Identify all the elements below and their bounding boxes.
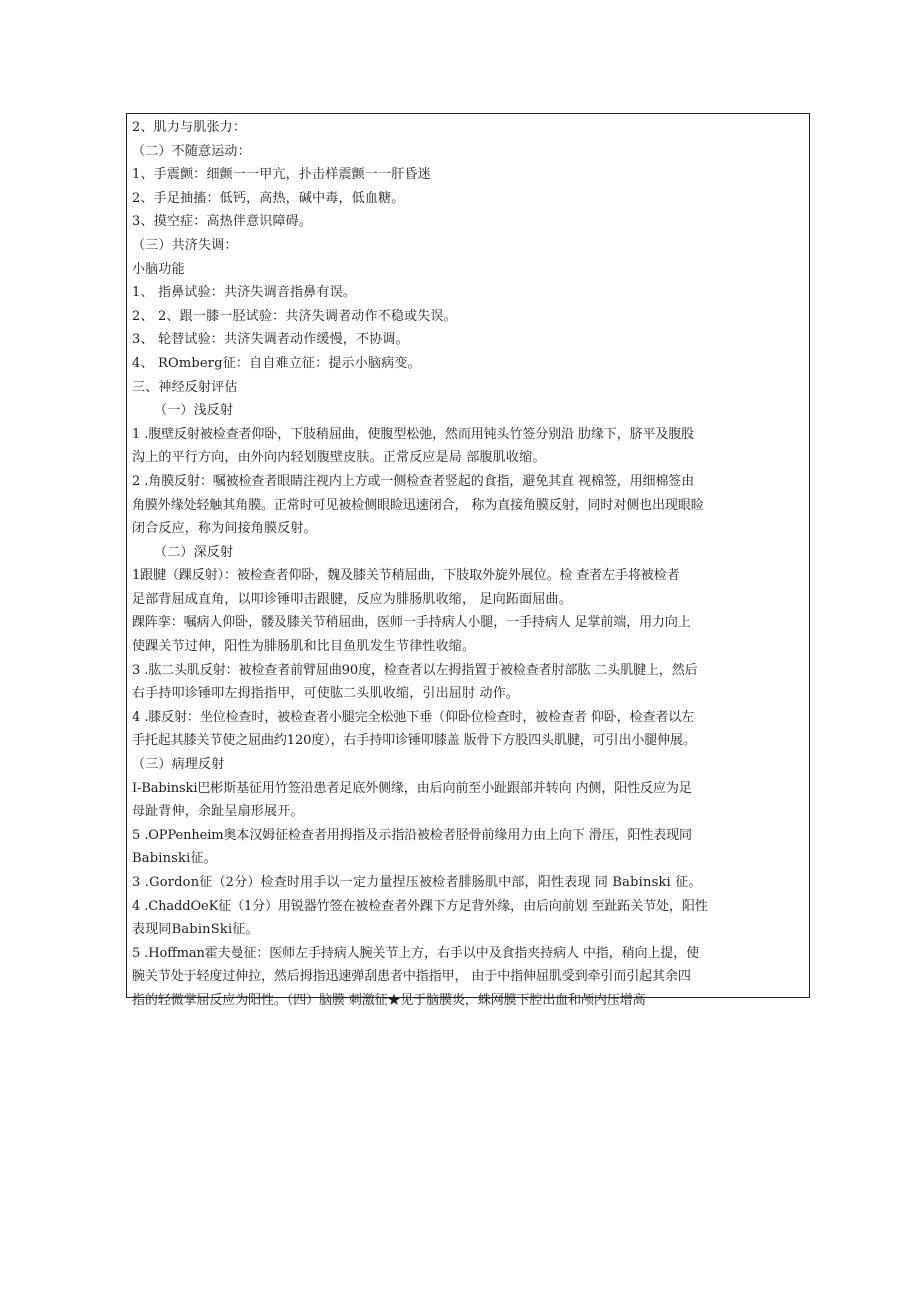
text-line: 1、手震颤：细颤一一甲亢，扑击样震颤一一肝昏迷 [132,167,431,183]
text-line: 沟上的平行方向，由外向内轻划腹壁皮肤。正常反应是局 部腹肌收缩。 [132,450,546,466]
text-line: 4 .膝反射：坐位检查时，被检查者小腿完全松弛下垂（仰卧位检查时，被检查者 仰卧，检查者以左 [132,709,695,725]
subsection-heading: （一）浅反射 [154,403,234,419]
text-line: 4 .ChaddOeK征（1分）用锐器竹签在被检查者外踝下方足背外缘，由后向前划 至趾跖关节处，阳性 [132,898,708,914]
text-line: 5 .OPPenheim奥本汉姆征检查者用拇指及示指沿被检者胫骨前缘用力由上向下 滑压，阳性表现同 [132,827,692,843]
section-heading: 三、神经反射评估 [132,379,238,395]
text-line: 5 .Hoffman霍夫曼征：医师左手持病人腕关节上方，右手以中及食指夹持病人 中指，稍向上提，使 [132,945,700,961]
text-line: 2 .角膜反射：嘱被检查者眼睛注视内上方或一侧检查者竖起的食指，避免其直 视棉签，用细棉签由 [132,473,695,489]
text-line: 4、 ROmberg征：自自难立征：提示小脑病变。 [132,355,421,371]
text-line: 1、 指鼻试验：共济失调音指鼻有误。 [132,285,357,301]
text-line: 母趾背伸，余趾呈扇形展开。 [132,804,304,820]
text-line: I-Babinski巴彬斯基征用竹签沿患者足底外侧缘，由后向前至小趾跟部并转向 内侧，阳性反应为足 [132,780,692,796]
text-line: 腕关节处于轻度过伸拉，然后拇指迅速弹刮患者中指指甲， 由于中指伸屈肌受到牵引而引起其余四 [132,969,691,985]
text-line: 小脑功能 [132,261,185,277]
text-line: 1 .腹壁反射被检查者仰卧，下肢稍屈曲，使腹型松弛，然而用钝头竹签分别沿 肋缘下，脐平及腹股 [132,426,695,442]
document-frame [126,113,810,1008]
text-line: 表现同BabinSki征。 [132,922,259,938]
text-line: 角膜外缘处轻触其角膜。正常时可见被检侧眼睑迅速闭合， 称为直接角膜反射，同时对侧也出现眼睑 [132,497,704,513]
text-line: 1跟腱（踝反射）：被检查者仰卧，魏及膝关节稍屈曲，下肢取外旋外展位。检 查者左手将被检者 [132,568,680,584]
subsection-heading: （二）深反射 [154,544,234,560]
text-line: 3、 轮替试验：共济失调者动作缓慢，不协调。 [132,332,409,348]
text-line: 踝阵挛：嘱病人仰卧，髅及膝关节稍屈曲，医师一手持病人小腿，一手持病人 足掌前端，用力向上 [132,615,691,631]
text-line: 3 .Gordon征（2分）检查时用手以一定力量捏压被检者腓肠肌中部，阳性表现 同 Babinski 征。 [132,875,702,890]
text-line: 3 .肱二头肌反射：被检查者前臂屈曲90度，检查者以左拇指置于被检查者肘部肱 二头肌腱上，然后 [132,662,698,678]
text-line: （二）不随意运动： [132,143,251,159]
text-line: 2、肌力与肌张力： [132,120,247,135]
text-line: 闭合反应，称为间接角膜反射。 [132,521,317,537]
text-line: 右手持叩诊锤叩左拇指指甲，可使肱二头肌收缩，引出屈肘 动作。 [132,686,520,702]
text-line: 足部背屈成直角，以叩诊锤叩击跟腱，反应为腓肠肌收缩， 足向跖面屈曲。 [132,591,572,607]
text-line: 使踝关节过伸，阳性为腓肠肌和比目鱼肌发生节律性收缩。 [132,639,476,655]
text-line: Babinski征。 [132,851,217,867]
text-line: （三）共济失调： [132,237,238,253]
subsection-heading: （三）病理反射 [132,757,225,773]
text-line: 指的轻微掌屈反应为阳性。（四）脑膜 刺激征★见于脑膜炎，蛛网膜下腔出血和颅内压增高 [132,992,646,1008]
text-line: 2、 2、跟一膝一胫试验：共济失调者动作不稳或失误。 [132,308,457,324]
text-line: 3、摸空症：高热伴意识障碍。 [132,214,313,230]
text-line: 2、手足抽搐：低钙，高热，碱中毒，低血糖。 [132,190,405,206]
text-line: 手托起其膝关节使之屈曲约120度），右手持叩诊锤叩膝盖 版骨下方股四头肌腱，可引出小腿伸展。 [132,733,696,749]
